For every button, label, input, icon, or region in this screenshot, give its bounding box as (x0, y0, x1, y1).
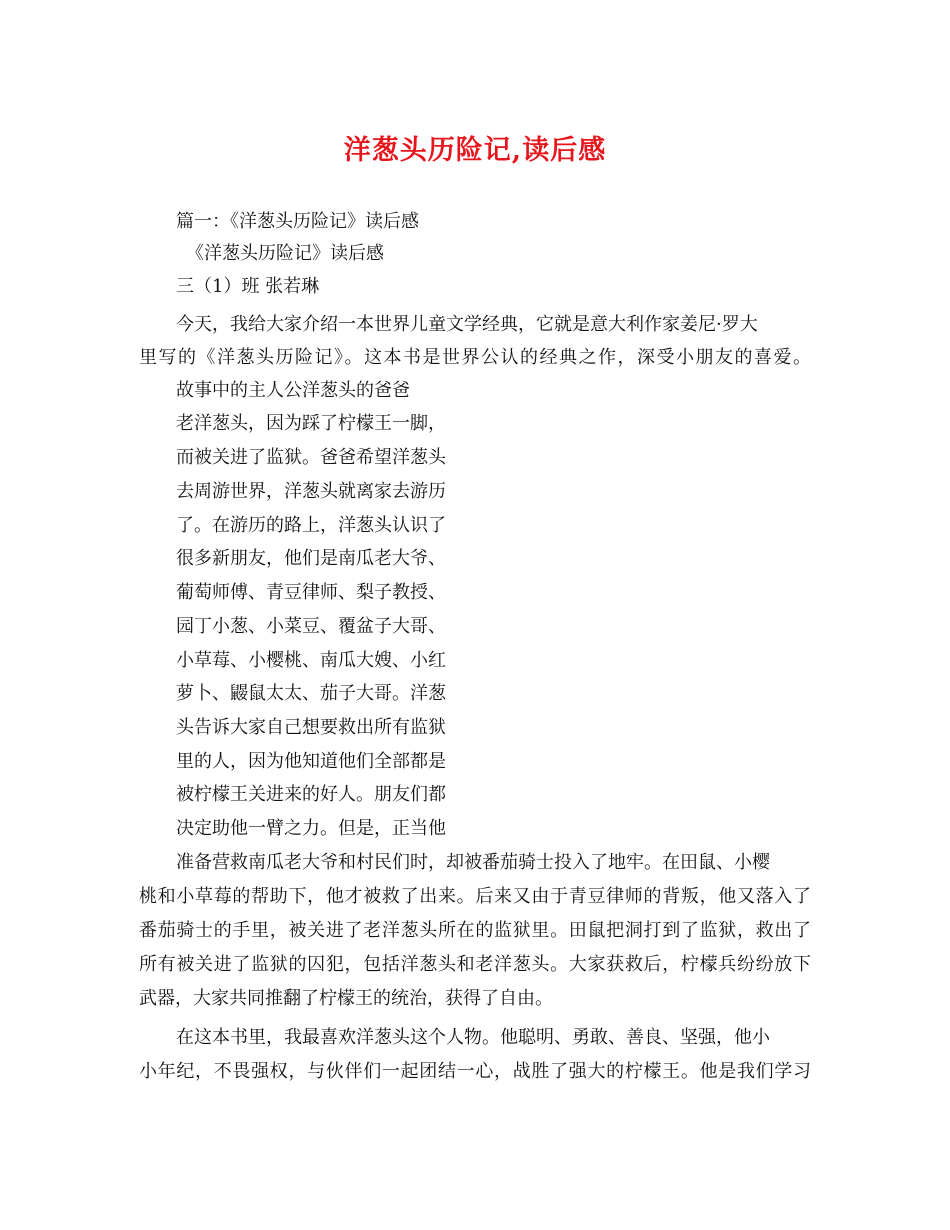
text-line: 了。在游历的路上，洋葱头认识了 (176, 515, 446, 536)
text-line: 篇一：《洋葱头历险记》读后感 (176, 211, 419, 232)
text-line: 今天，我给大家介绍一本世界儿童文学经典，它就是意大利作家姜尼·罗大 (176, 314, 758, 335)
text-line: 桃和小草莓的帮助下，他才被救了出来。后来又由于青豆律师的背叛，他又落入了 (139, 886, 811, 907)
text-line: 老洋葱头，因为踩了柠檬王一脚， (176, 413, 446, 434)
text-line: 去周游世界，洋葱头就离家去游历 (176, 481, 446, 502)
text-line: 小年纪，不畏强权，与伙伴们一起团结一心，战胜了强大的柠檬王。他是我们学习 (139, 1061, 811, 1082)
text-line: 头告诉大家自己想要救出所有监狱 (176, 717, 446, 738)
text-line: 萝卜、鼹鼠太太、茄子大哥。洋葱 (176, 683, 446, 704)
document-title: 洋葱头历险记,读后感 (343, 135, 607, 166)
text-line: 三（1）班 张若琳 (176, 276, 320, 297)
text-line: 《洋葱头历险记》读后感 (186, 243, 384, 264)
text-line: 故事中的主人公洋葱头的爸爸 (176, 380, 410, 401)
text-line: 准备营救南瓜老大爷和村民们时，却被番茄骑士投入了地牢。在田鼠、小樱 (176, 852, 770, 873)
text-line: 小草莓、小樱桃、南瓜大嫂、小红 (176, 650, 446, 671)
text-line: 很多新朋友，他们是南瓜老大爷、 (176, 548, 446, 569)
text-line: 武器，大家共同推翻了柠檬王的统治，获得了自由。 (139, 988, 553, 1009)
text-line: 番茄骑士的手里，被关进了老洋葱头所在的监狱里。田鼠把洞打到了监狱，救出了 (139, 920, 811, 941)
text-line: 里写的《洋葱头历险记》。这本书是世界公认的经典之作，深受小朋友的喜爱。 (139, 347, 811, 368)
text-line: 所有被关进了监狱的囚犯，包括洋葱头和老洋葱头。大家获救后，柠檬兵纷纷放下 (139, 954, 811, 975)
text-line: 里的人，因为他知道他们全部都是 (176, 751, 446, 772)
text-line: 被柠檬王关进来的好人。朋友们都 (176, 784, 446, 805)
text-line: 决定助他一臂之力。但是，正当他 (176, 818, 446, 839)
text-line: 在这本书里，我最喜欢洋葱头这个人物。他聪明、勇敢、善良、坚强，他小 (176, 1027, 770, 1048)
text-line: 葡萄师傅、青豆律师、梨子教授、 (176, 582, 446, 603)
text-line: 园丁小葱、小菜豆、覆盆子大哥、 (176, 616, 446, 637)
text-line: 而被关进了监狱。爸爸希望洋葱头 (176, 447, 446, 468)
